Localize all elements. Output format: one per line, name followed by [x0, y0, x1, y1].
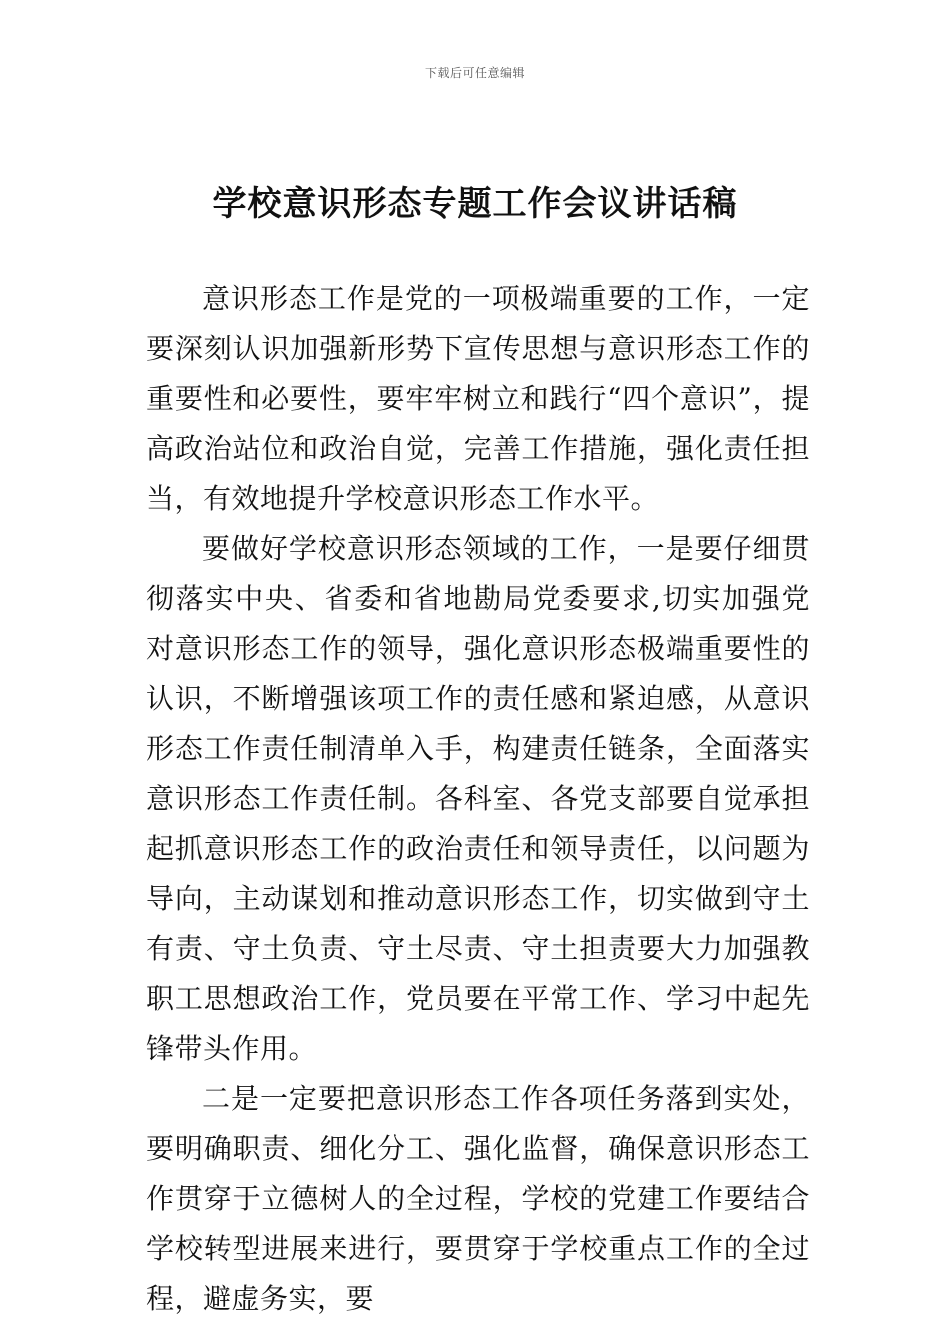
header-note: 下载后可任意编辑	[424, 66, 525, 80]
paragraph-2: 要做好学校意识形态领域的工作，一是要仔细贯彻落实中央、省委和省地勘局党委要求,切实加强党对意识形态工作的领导，强化意识形态极端重要性的认识，不断增强该项工作的责任感和紧迫感，从意识形态工作责任制清单入手，构建责任链条，全面落实意识形态工作责任制。各科室、各党支部要自觉承担起抓意识形态工作的政治责任和领导责任，以问题为导向，主动谋划和推动意识形态工作，切实做到守土有责、守土负责、守土尽责、守土担责要大力加强教职工思想政治工作，党员要在平常工作、学习中起先锋带头作用。	[146, 532, 810, 1065]
document-title: 学校意识形态专题工作会议讲话稿	[212, 184, 738, 224]
paragraph-3: 二是一定要把意识形态工作各项任务落到实处，要明确职责、细化分工、强化监督，确保意识形态工作贯穿于立德树人的全过程，学校的党建工作要结合学校转型进展来进行，要贯穿于学校重点工作的全过程，避虚务实，要	[146, 1082, 810, 1315]
document-body	[146, 274, 810, 1324]
paragraph-1: 意识形态工作是党的一项极端重要的工作，一定要深刻认识加强新形势下宣传思想与意识形态工作的重要性和必要性，要牢牢树立和践行“四个意识”，提高政治站位和政治自觉，完善工作措施，强化责任担当，有效地提升学校意识形态工作水平。	[146, 282, 810, 515]
